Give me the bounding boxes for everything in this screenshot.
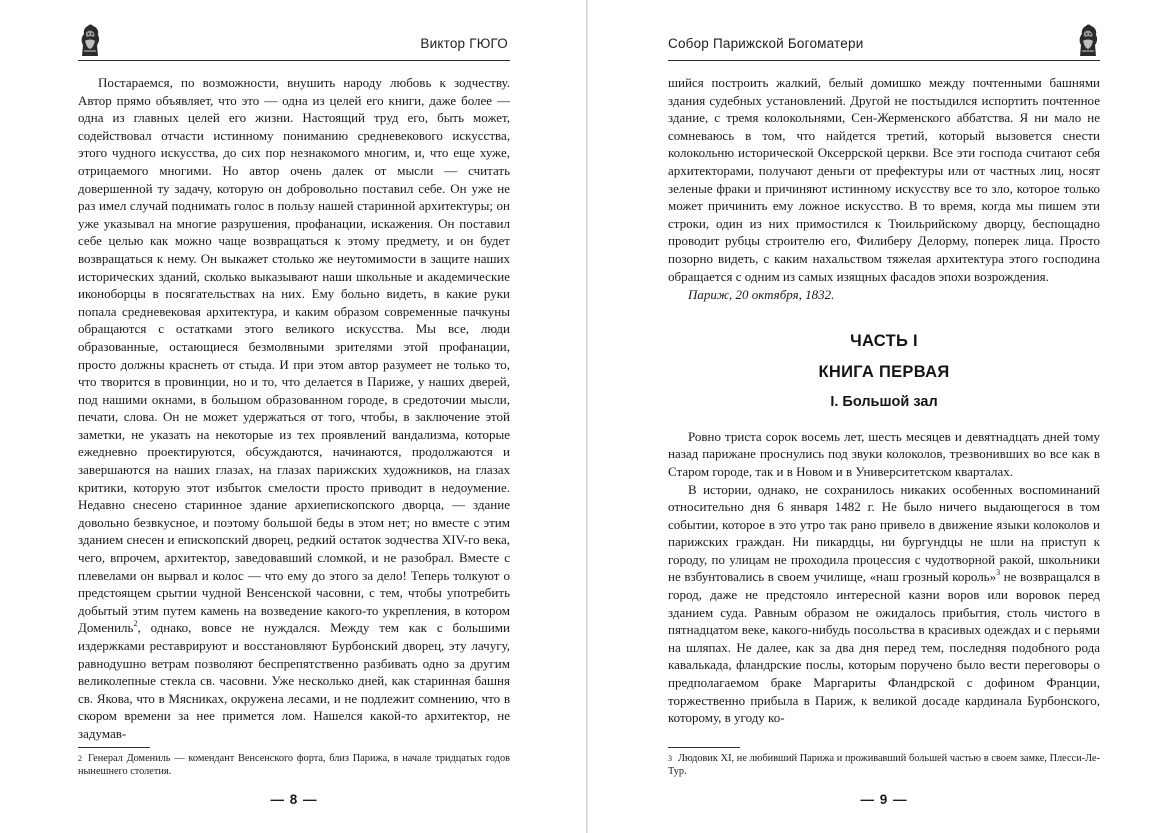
footnote-left	[78, 753, 510, 778]
page-number-right: — 9 —	[860, 792, 908, 807]
dateline: Париж, 20 октября, 1832.	[688, 287, 835, 303]
footnote-number-left: 2	[78, 754, 82, 763]
running-title-right: Собор Парижской Богоматери	[668, 36, 864, 51]
page-number-left: — 8 —	[270, 792, 318, 807]
book-gutter	[586, 0, 588, 833]
left-paragraph-1-text: Постараемся, по возможности, внушить народу любовь к зодчеству. Автор прямо объявляет, что это — одна из целей его книги, даже более — одна из главных целей его жизни. Настоящий труд его, быть может, содействовал отчасти истинному пониманию средневекового искусства, этого чудного искусства, до сих пор незнакомого многим, и, что еще хуже, отрицаемого многими. Но автор очень далек от мысли — считать довершенной ту задачу, которую он добровольно поставил себе. Он уже не раз имел случай поднимать голос в пользу нашей старинной архитектуры; он уже указывал на многие разрушения, профанации, искажения. Он поставил себе целью как можно чаще возвращаться к этому предмету, и он будет возвращаться к нему. Он выкажет столько же неутомимости в защите наших исторических зданий, сколько выказывают наши школьные и академические иконоборцы в посягательствах на них. Ему больно видеть, в какие руки попала средневековая архитектура, и каким образом современные пачкуны обращаются с остатками этого великого искусства. Мы все, люди образованные, остающиеся безмолвными зрителями этой профанации, просто должны краснеть от стыда. И при этом автор разумеет не только то, что творится в провинции, но и то, что делается в Париже, у наших дверей, под нашими окнами, в большом образованном городе, в средоточии мысли, печати, слова. Он не может удержаться от того, чтобы, в заключение этой заметки, не указать на некоторые из тех проявлений вандализма, которые ежедневно проектируются, обсуждаются, начинаются, продолжаются и завершаются на наших глазах, на глазах парижских художников, на глазах критики, которую этот избыток смелости просто приводит в недоумение. Недавно снесено старинное здание архиепископского дворца, — здание довольно безвкусное, и поэтому большой беды в этом нет; но вместе с этим зданием снесен и епископский дворец, редкий остаток зодчества XIV-го века, чего, впрочем, архитектор, заведовавший сломкой, и не разобрал. Вместе с плевелами он вырвал и колос — что ему до этого за дело! Теперь толкуют о предстоящем срытии чудной Венсенской часовни, с тем, чтобы употребить добытый этим путем камень на возведение какого-то укрепления, в котором Домениль	[78, 75, 510, 636]
right-page	[668, 0, 1100, 833]
part-heading: ЧАСТЬ I	[850, 331, 918, 350]
chapter-heading: I. Большой зал	[830, 393, 938, 410]
right-paragraph-2-cont: не возвращался в город, даже не предстояло интересной казни воров или воровок перед зданием суда. Равным образом не ожидалось прибытия, столь чистого в пятнадцатом веке, какого-нибудь посольства в красивых одеждах и с перьями на шляпах. Не далее, как за два дня перед тем, последняя подобного рода кавалькада, фландрские послы, которым поручено было вести переговоры о предполагаемом браке Маргариты Фландрской с дофином Франции, торжественно прибыла в Париж, к великой досаде кардинала Бурбонского, которому, в угоду ко-	[668, 569, 1101, 726]
footnote-ref-3: 3	[996, 568, 1001, 578]
left-page-body	[78, 74, 510, 743]
left-page	[78, 0, 510, 833]
footnote-number-right: 3	[668, 754, 672, 763]
left-paragraph-1-cont: однако, вовсе не нуждался. Между тем как с большими издержками реставрируют и восстановляют Бурбонский дворец, эту лачугу, равнодушно ветрам позволяют беспрепятственно разбивать одно за другим великолепные стекла св. часовни. Уже несколько дней, как старинная башня св. Якова, что в Мясниках, окружена лесами, и не подлежит сомнению, что в скором времени за нее примется лом. Нашелся какой-то архитектор, не задумав-	[78, 620, 510, 741]
left-paragraph-1: Постараемся, по возможности, внушить народу любовь к зодчеству. Автор прямо объявляет, что это — одна из целей его книги, даже более — одна из главных целей его жизни. Настоящий труд его, быть может, содействовал отчасти истинному пониманию средневекового искусства, этого чудного искусства, до сих пор незнакомого многим, и, что еще хуже, отрицаемого многими. Но автор очень далек от мысли — считать довершенной ту задачу, которую он добровольно поставил себе. Он уже не раз имел случай поднимать голос в пользу нашей старинной архитектуры; он уже указывал на многие разрушения, профанации, искажения. Он поставил себе целью как можно чаще возвращаться к этому предмету, и он будет возвращаться к нему. Он выкажет столько же неутомимости в защите наших исторических зданий, сколько выказывают наши школьные и академические иконоборцы в посягательствах на них. Ему больно видеть, в какие руки попала средневековая архитектура, и каким образом современные пачкуны обращаются с остатками этого великого искусства. Мы все, люди образованные, остающиеся безмолвными зрителями этой профанации, просто должны краснеть от стыда. И при этом автор разумеет не только то, что творится в провинции, но и то, что делается в Париже, у наших дверей, под нашими окнами, в большом образованном городе, в средоточии мысли, печати, слова. Он не может удержаться от того, чтобы, в заключение этой заметки, не указать на некоторые из тех проявлений вандализма, которые ежедневно проектируются, обсуждаются, начинаются, продолжаются и завершаются на наших глазах, на глазах парижских художников, на глазах критики, которую этот избыток смелости просто приводит в недоумение. Недавно снесено старинное здание архиепископского дворца, — здание довольно безвкусное, и поэтому большой беды в этом нет; но вместе с этим зданием снесен и епископский дворец, редкий остаток зодчества XIV-го века, чего, впрочем, архитектор, заведовавший сломкой, и не разобрал. Вместе с плевелами он вырвал и колос — что ему до этого за дело! Теперь толкуют о предстоящем срытии чудной Венсенской часовни, с тем, чтобы употребить добытый этим путем камень на возведение какого-то укрепления, в котором Домениль$^2$, однако, вовсе не нуждался. Между тем как с большими издержками реставрируют и восстановляют Бурбонский дворец, эту лачугу, равнодушно ветрам позволяют беспрепятственно разбивать одно за другим великолепные стекла св. часовни. Уже несколько дней, как старинная башня св. Якова, что в Мясниках, окружена лесами, и не подлежит сомнению, что в скором времени за нее примется лом. Нашелся какой-то архитектор, не задумав-	[78, 75, 510, 741]
footnote-right	[668, 753, 1100, 778]
right-page-body	[668, 74, 1100, 727]
running-head-left	[78, 20, 510, 61]
footnote-text-left: Генерал Домениль — комендант Венсенского форта, близ Парижа, в начале тридцатых годов нынешнего столетия.	[78, 753, 510, 777]
running-head-right	[668, 20, 1100, 61]
running-title-left: Виктор ГЮГО	[420, 36, 508, 51]
gargoyle-icon	[1076, 23, 1100, 57]
footnote-ref-2: 2	[133, 619, 138, 629]
right-paragraph-1: Ровно триста сорок восемь лет, шесть месяцев и девятнадцать дней тому назад парижане проснулись под звуки колоколов, трезвонивших во все как в Старом городе, так и в Новом и в Университетском кварталах.	[668, 428, 1100, 479]
gargoyle-icon	[78, 23, 102, 57]
book-heading: КНИГА ПЕРВАЯ	[818, 362, 950, 381]
footnote-rule-left	[78, 747, 150, 748]
footnote-text-right: Людовик XI, не любивший Парижа и проживавший большей частью в своем замке, Плесси-Ле-Тур.	[668, 753, 1100, 777]
footnote-rule-right	[668, 747, 740, 748]
right-paragraph-2-text: В истории, однако, не сохранилось никаких особенных воспоминаний относительно дня 6 января 1482 г. Не было ничего выдающегося в том событии, которое в это утро так рано привело в движение языки колоколов и парижских граждан. Ни пикардцы, ни бургундцы не шли на приступ к городу, по улицам не проходила процессия с чудотворной ракой, школьники не взбунтовались в своем училище, «наш грозный король»	[668, 481, 1100, 585]
right-paragraph-2	[668, 481, 1100, 727]
right-carry-paragraph: шийся построить жалкий, белый домишко между почтенными башнями здания судебных установлений. Другой не постыдился испортить почтенное здание, с тремя колокольнями, Сен-Жерменского аббатства. Я ни мало не сомневаюсь в том, что найдется третий, который вызовется снести колокольню исторической Оксеррской церкви. Все эти господа считают себя архитекторами, получают деньги от префектуры или от частных лиц, носят зеленые фраки и причиняют истинному искусству все то зло, которое только может причинить ему ложное искусство. В то время, когда мы пишем эти строки, один из них примостился к Тюильрийскому дворцу, беспощадно проводит рубцы строителю его, Филиберу Делорму, поперек лица. Просто позорно видеть, с каким нахальством тяжелая архитектура этого господина обращается с одним из самых изящных фасадов эпохи возрождения.	[668, 75, 1100, 284]
